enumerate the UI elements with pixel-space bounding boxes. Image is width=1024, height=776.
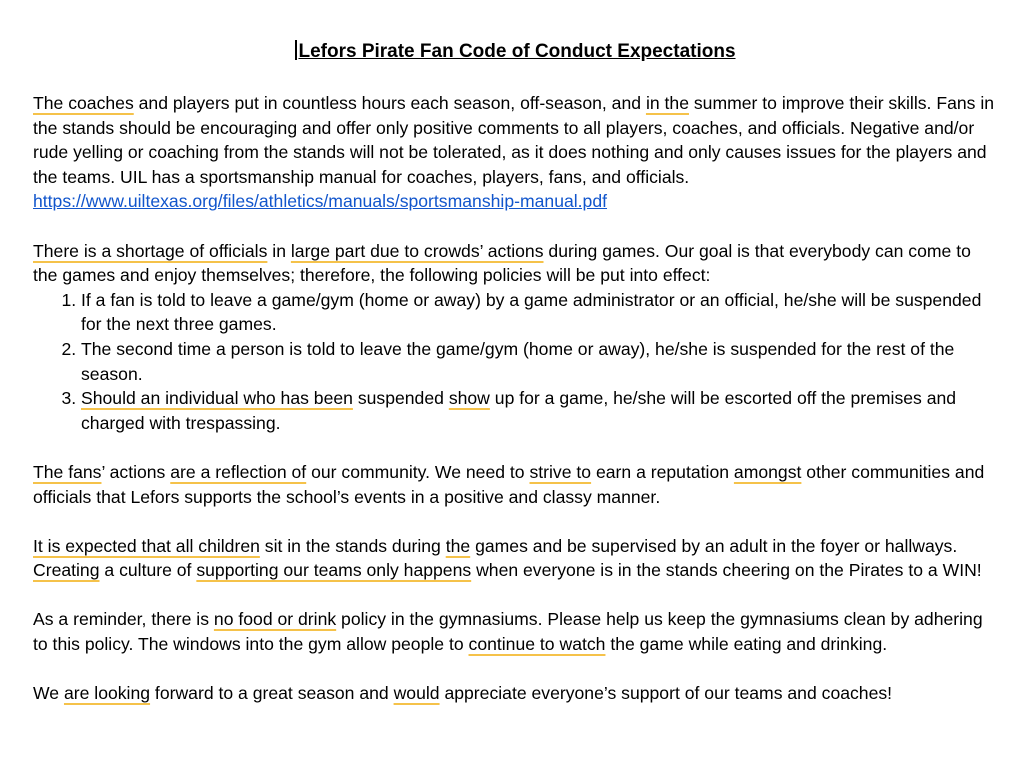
list-item bbox=[81, 386, 998, 435]
text-run: As a reminder, there is bbox=[33, 609, 214, 630]
text-run: earn a reputation bbox=[591, 461, 734, 482]
text-run: and players put in countless hours each season, off-season, and bbox=[133, 93, 646, 113]
grammar-suggestion[interactable]: would bbox=[393, 683, 440, 704]
text-run: up for a game, he/she will be escorted off the premises and charged with trespassing. bbox=[81, 388, 957, 433]
grammar-suggestion[interactable]: show bbox=[448, 388, 490, 409]
grammar-suggestion[interactable]: Should an individual who has been bbox=[81, 388, 353, 409]
title-text: Lefors Pirate Fan Code of Conduct Expectations bbox=[298, 41, 736, 62]
text-run: appreciate everyone’s support of our teams and coaches! bbox=[439, 683, 893, 704]
text-run: sit in the stands during bbox=[259, 535, 446, 556]
paragraph-intro bbox=[33, 91, 998, 189]
grammar-suggestion[interactable]: It is expected that all children bbox=[33, 535, 260, 556]
grammar-suggestion[interactable]: supporting our teams only happens bbox=[196, 560, 472, 581]
text-run: other communities and officials that Lefors supports the school’s events in a positive and classy manner. bbox=[33, 461, 985, 507]
paragraph-food-policy bbox=[33, 607, 998, 656]
text-run: the game while eating and drinking. bbox=[605, 634, 888, 655]
text-run: policy in the gymnasiums. Please help us keep the gymnasiums clean by adhering to this policy. The windows into the gym allow people to bbox=[33, 609, 983, 655]
grammar-suggestion[interactable]: continue to watch bbox=[468, 634, 606, 655]
policy-list bbox=[33, 288, 998, 436]
sportsmanship-manual-link[interactable]: https://www.uiltexas.org/files/athletics/manuals/sportsmanship-manual.pdf bbox=[33, 191, 608, 212]
list-item: 2. The second time a person is told to leave the game/gym (home or away), he/she is suspended for the rest of the season. bbox=[81, 337, 998, 386]
grammar-suggestion[interactable]: There is a shortage of officials bbox=[33, 240, 268, 261]
paragraph-officials bbox=[33, 239, 998, 288]
grammar-suggestion[interactable]: The coaches bbox=[33, 93, 134, 113]
grammar-suggestion[interactable]: The fans bbox=[33, 461, 102, 482]
text-run: We bbox=[33, 683, 64, 704]
grammar-suggestion[interactable]: amongst bbox=[733, 461, 802, 482]
grammar-suggestion[interactable]: in the bbox=[645, 93, 689, 113]
list-item: 1. If a fan is told to leave a game/gym (home or away) by a game administrator or an official, he/she will be suspended for the next three games. bbox=[81, 288, 998, 337]
grammar-suggestion[interactable]: are a reflection of bbox=[170, 461, 307, 482]
text-run: suspended bbox=[352, 388, 449, 409]
text-run: during games. Our goal is that everybody can come to the games and enjoy themselves; therefore, the following policies will be put into effect: bbox=[33, 240, 971, 286]
paragraph-link bbox=[33, 189, 998, 214]
grammar-suggestion[interactable]: no food or drink bbox=[213, 609, 337, 630]
document-page bbox=[33, 40, 998, 706]
grammar-suggestion[interactable]: the bbox=[445, 535, 471, 556]
text-run: ’ actions bbox=[101, 461, 171, 482]
grammar-suggestion[interactable]: strive to bbox=[529, 461, 592, 482]
text-run: in bbox=[267, 240, 291, 261]
text-run: when everyone is in the stands cheering on the Pirates to a WIN! bbox=[471, 560, 982, 581]
text-run: our community. We need to bbox=[306, 461, 530, 482]
text-run: summer to improve their skills. Fans in the stands should be encouraging and offer only positive comments to all players, coaches, and officials. Negative and/or rude yelling or coaching from the stands will not be tolerated, as it does nothing and only causes issues for the players and the teams. UIL has a sportsmanship manual for coaches, players, fans, and officials. bbox=[33, 93, 995, 187]
text-run: a culture of bbox=[99, 560, 197, 581]
paragraph-children bbox=[33, 534, 998, 583]
text-run: games and be supervised by an adult in the foyer or hallways. bbox=[470, 535, 958, 556]
paragraph-reputation bbox=[33, 460, 998, 509]
document-title bbox=[33, 40, 998, 63]
grammar-suggestion[interactable]: large part due to crowds’ actions bbox=[290, 240, 544, 261]
grammar-suggestion[interactable]: are looking bbox=[63, 683, 151, 704]
paragraph-closing bbox=[33, 681, 998, 706]
text-run: forward to a great season and bbox=[150, 683, 394, 704]
grammar-suggestion[interactable]: Creating bbox=[33, 560, 100, 581]
